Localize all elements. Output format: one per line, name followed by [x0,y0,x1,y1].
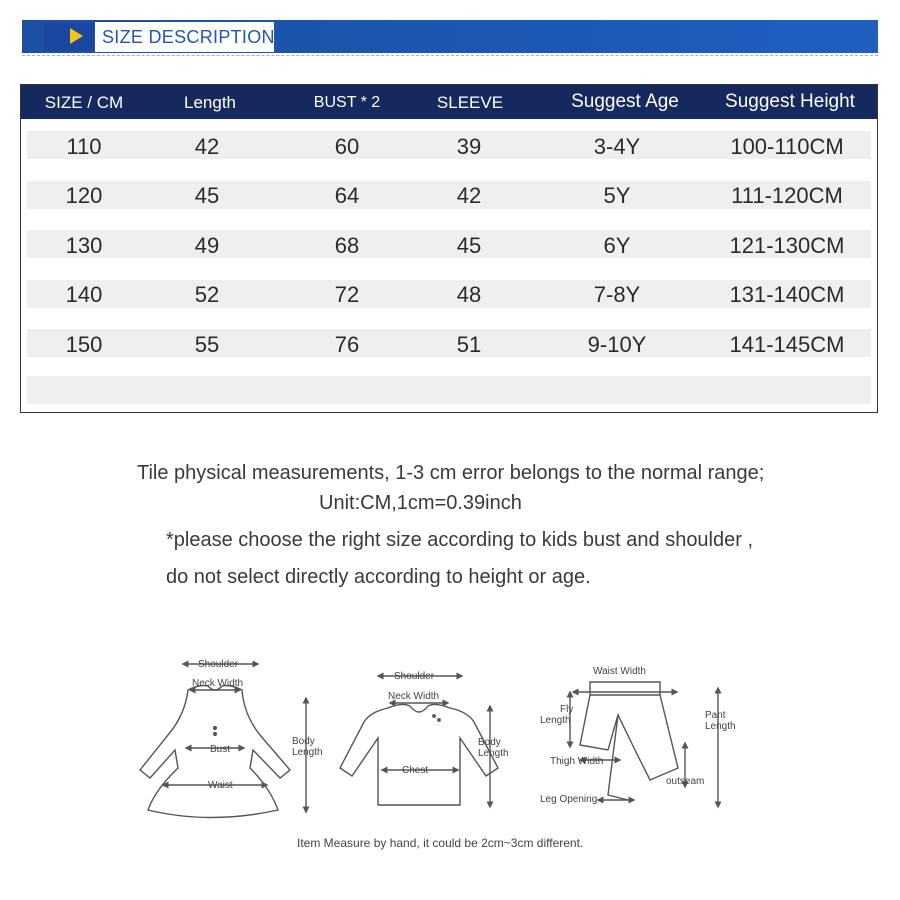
pants-thigh-label: Thigh Width [550,756,604,767]
cell-height: 121-130CM [729,233,845,258]
cell-length: 52 [194,282,220,307]
dress-body-label: Body [292,736,315,747]
cell-age: 6Y [603,233,631,258]
dress-neck-label: Neck Width [192,678,244,689]
cell-length: 45 [194,183,220,208]
note-measurement-error: Tile physical measurements, 1-3 cm error belongs to the normal range; [137,462,765,484]
col-length: Length [184,93,236,112]
note-unit: Unit:CM,1cm=0.39inch [319,492,522,514]
table-row [21,231,877,259]
col-size: SIZE / CM [44,93,124,112]
measure-footnote: Item Measure by hand, it could be 2cm~3cm different. [297,836,584,850]
section-header [22,20,878,53]
cell-sleeve: 48 [456,282,482,307]
shirt-body-label: Body [478,737,501,748]
pants-fly-label: Fly [560,704,574,715]
size-table [20,84,878,413]
header-icon-box [44,23,94,51]
col-height: Suggest Height [725,91,855,112]
cell-sleeve: 51 [456,332,482,357]
cell-size: 140 [65,282,103,307]
table-row [21,330,877,358]
cell-age: 5Y [603,183,631,208]
cell-sleeve: 42 [456,183,482,208]
col-sleeve: SLEEVE [436,93,504,112]
pants-pant-length-label: Length [705,721,736,732]
cell-size: 120 [65,183,103,208]
table-row [21,280,877,308]
play-icon [70,28,83,44]
cell-age: 9-10Y [587,332,647,357]
cell-length: 55 [194,332,220,357]
cell-size: 110 [66,134,102,159]
table-header [21,85,877,119]
measurement-diagrams [130,650,770,860]
cell-size: 130 [65,233,103,258]
shirt-shoulder-label: Shoulder [394,671,435,682]
shirt-length-label: Length [478,748,509,759]
cell-sleeve: 45 [456,233,482,258]
shirt-chest-label: Chest [402,765,429,776]
cell-bust: 60 [334,134,360,159]
cell-sleeve: 39 [456,134,482,159]
row-stripe [27,376,871,404]
section-title: SIZE DESCRIPTION [102,27,275,47]
cell-height: 111-120CM [731,183,843,208]
cell-bust: 64 [334,183,360,208]
pants-waist-label: Waist Width [593,666,646,677]
pants-outseam-label: outseam [666,776,705,787]
cell-height: 131-140CM [729,282,845,307]
cell-height: 100-110CM [730,134,844,159]
dress-length-label: Length [292,747,323,758]
pants-fly-length-label: Length [540,715,571,726]
cell-length: 49 [194,233,220,258]
cell-bust: 72 [334,282,360,307]
table-row [21,132,877,160]
dress-waist-label: Waist [208,780,233,791]
cell-age: 7-8Y [593,282,641,307]
dress-bust-label: Bust [210,744,231,755]
dress-shoulder-label: Shoulder [198,659,239,670]
note-choose-size: *please choose the right size according to kids bust and shoulder , [166,529,754,551]
dashed-divider [22,55,878,56]
cell-size: 150 [65,332,103,357]
col-bust: BUST * 2 [313,94,381,111]
pants-leg-label: Leg Opening [540,794,598,805]
cell-bust: 76 [334,332,360,357]
cell-height: 141-145CM [729,332,845,357]
cell-bust: 68 [334,233,360,258]
cell-age: 3-4Y [593,134,641,159]
note-height-age: do not select directly according to height or age. [166,566,591,588]
pants-pant-label: Pant [705,710,726,721]
cell-length: 42 [194,134,220,159]
col-age: Suggest Age [571,91,679,112]
table-row [21,181,877,209]
shirt-neck-label: Neck Width [388,691,440,702]
